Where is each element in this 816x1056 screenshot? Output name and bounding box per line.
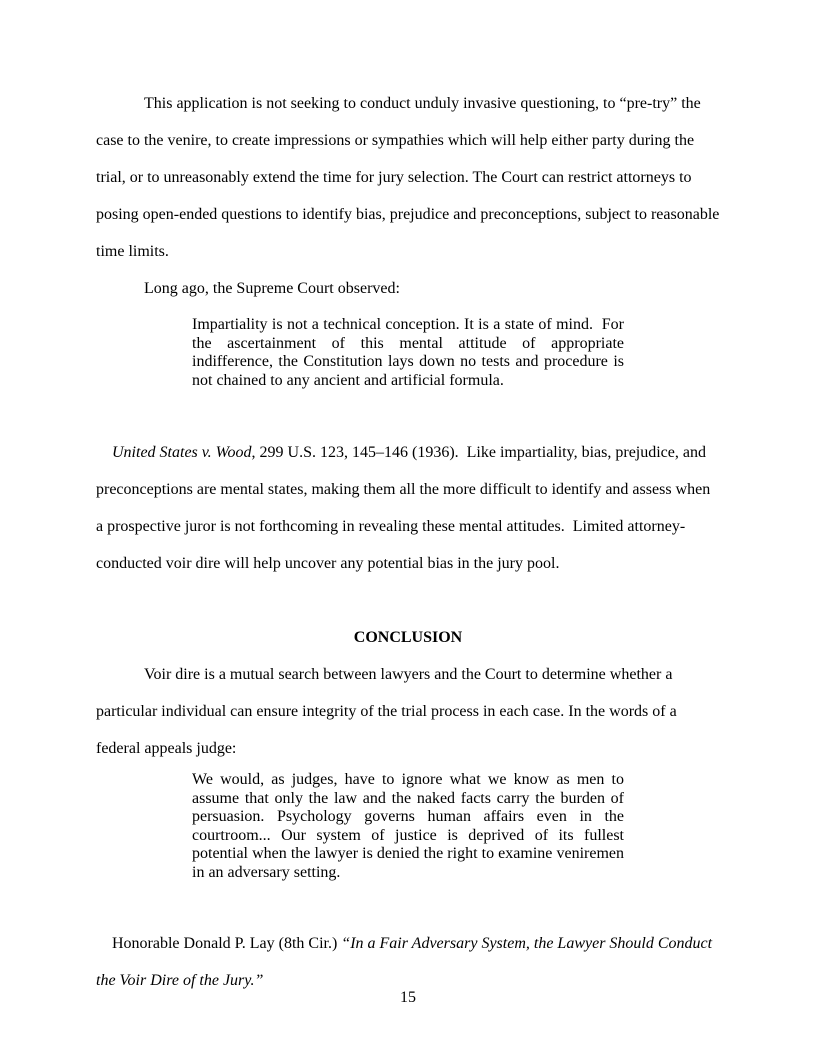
block-quote-impartiality: Impartiality is not a technical conception. It is a state of mind. For the ascertainment of this mental attitude of appropriate indifference, the Constitution lays down no tests and procedure is not chained to any ancient and artificial formula. (192, 316, 628, 389)
block-quote-judges: We would, as judges, have to ignore what we know as men to assume that only the law and the naked facts carry the burden of persuasion. Psychology governs human affairs even in the courtroom... Our system of justice is deprived of its fullest potential when the lawyer is denied the right to examine veniremen in an adversary setting. (192, 771, 628, 881)
case-citation: United States v. Wood (112, 444, 252, 461)
conclusion-heading: CONCLUSION (353, 629, 463, 646)
article-title: “In a Fair Adversary System, the Lawyer Should Conduct the Voir Dire of the Jury.” (96, 935, 717, 989)
paragraph-voir-dire-conclusion: Voir dire is a mutual search between lawyers and the Court to determine whether a particular individual can ensure integrity of the trial process in each case. In the words of a federal appeals judge: (96, 666, 681, 757)
page-number: 15 (400, 989, 416, 1006)
judge-attribution: Honorable Donald P. Lay (8th Cir.) (112, 935, 342, 952)
paragraph-wood-citation (96, 397, 720, 619)
paragraph-long-ago-intro: Long ago, the Supreme Court observed: (144, 280, 400, 297)
paragraph-application-scope: This application is not seeking to conduct unduly invasive questioning, to “pre-try” the case to the venire, to create impressions or sympathies which will help either party during the trial, or to unreasonably extend the time for jury selection. The Court can restrict attorneys to posing open-ended questions to identify bias, prejudice and preconceptions, subject to reasonable time limits. (96, 95, 724, 260)
citation-continuation: , 299 U.S. 123, 145–146 (1936). Like impartiality, bias, prejudice, and preconceptions are mental states, making them all the more difficult to identify and assess when a prospective juror is not forthcoming in revealing these mental attitudes. Limited attorney-conducted voir dire will help uncover any potential bias in the jury pool. (96, 444, 715, 572)
